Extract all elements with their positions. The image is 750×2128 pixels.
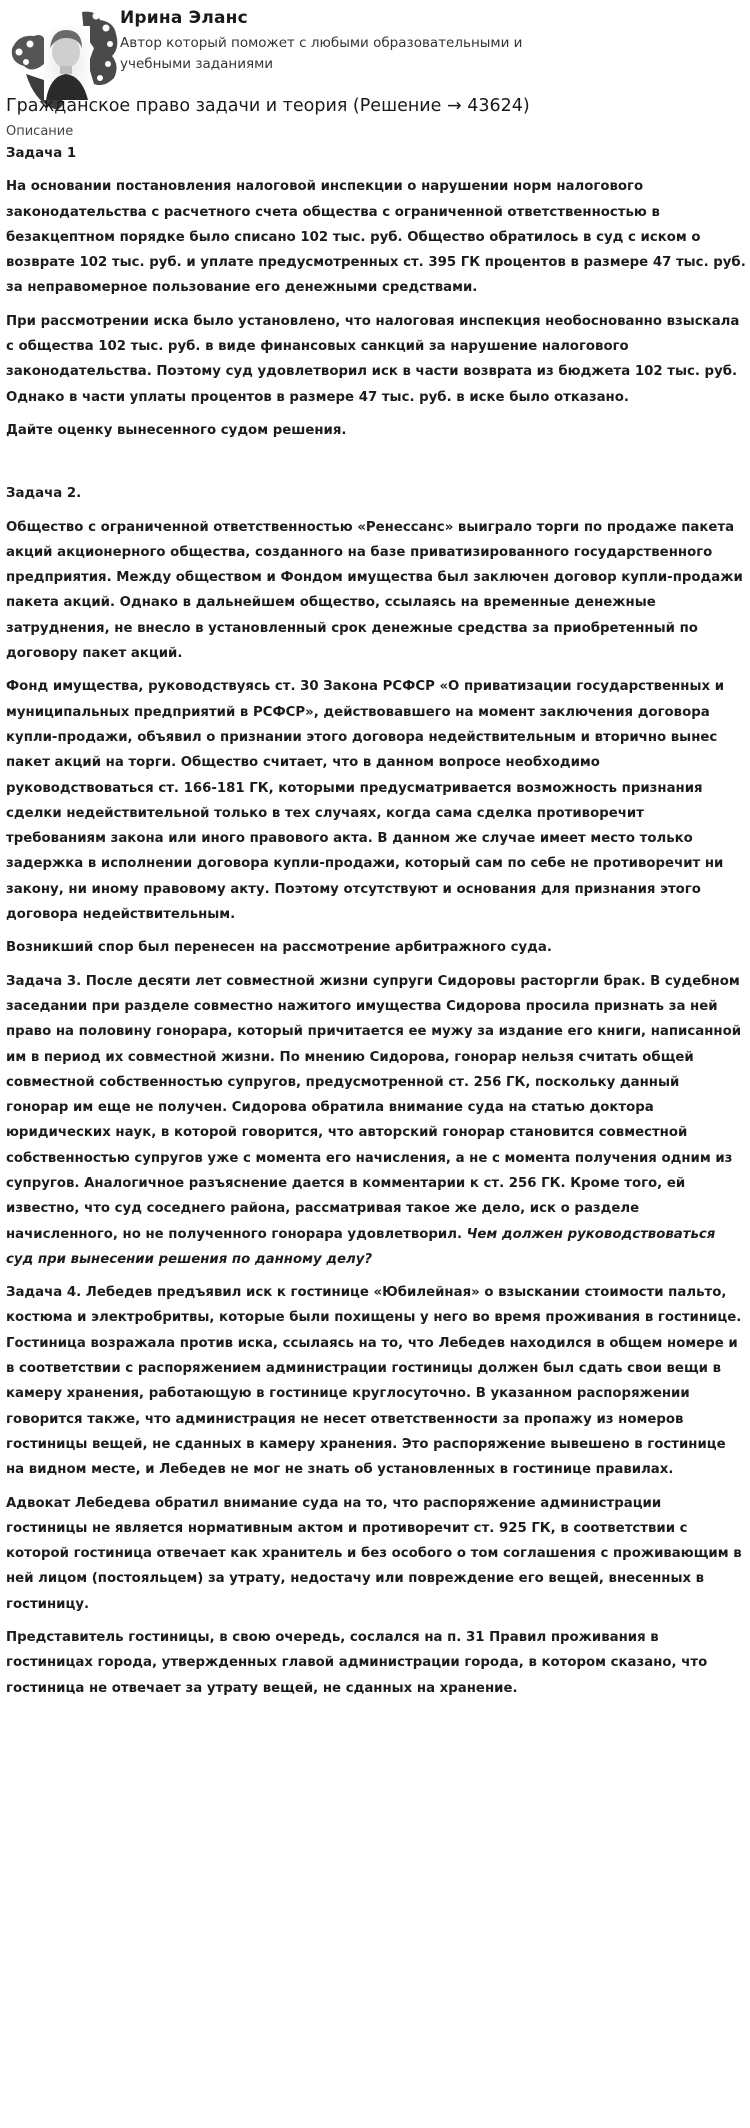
task-4-paragraph-2: Адвокат Лебедева обратил внимание суда на то, что распоряжение администрации гостиницы не является нормативным актом и противоречит ст. 925 ГК, в соответствии с которой гостиница отвечает как хранитель и без особого о том соглашения с проживающим в ней лицом (постояльцем) за утрату, недостачу или повреждение его вещей, внесенных в гостиницу. — [6, 1495, 742, 1612]
spacer — [6, 451, 746, 481]
task-1-heading: Задача 1 — [6, 146, 77, 161]
task-2-paragraph-2: Фонд имущества, руководствуясь ст. 30 Закона РСФСР «О приватизации государственных и муниципальных предприятий в РСФСР», действовавшего на момент заключения договора купли-продажи, объявил о признании этого договора недействительным и вторично вынес пакет акций на торги. Общество считает, что в данном вопросе необходимо руководствоваться ст. 166-181 ГК, которыми предусматривается возможность признания сделки недействительной только в тех случаях, когда сама сделка противоречит требованиям закона или иного правового акта. В данном же случае имеет место только задержка в исполнении договора купли-продажи, который сам по себе не противоречит ни закону, ни иному правовому акту. Поэтому отсутствуют и основания для признания этого договора недействительным. — [6, 679, 725, 923]
task-4-paragraph-3: Представитель гостиницы, в свою очередь, сослался на п. 31 Правил проживания в гостиницах города, утвержденных главой администрации города, в котором сказано, что гостиница не отвечает за утрату вещей, не сданных на хранение. — [6, 1630, 708, 1696]
description-label: Описание — [6, 124, 74, 139]
task-2-paragraph-3: Возникший спор был перенесен на рассмотрение арбитражного суда. — [6, 940, 552, 956]
task-2-paragraph-1: Общество с ограниченной ответственностью «Ренессанс» выиграло торги по продаже пакета акций акционерного общества, созданного на базе приватизированного государственного предприятия. Между обществом и Фондом имущества был заключен договор купли-продажи пакета акций. Однако в дальнейшем общество, ссылаясь на временные денежные затруднения, не внесло в установленный срок денежные средства за приобретенный по договору пакет акций. — [6, 519, 743, 662]
task-1-question: Дайте оценку вынесенного судом решения. — [6, 422, 347, 438]
author-card — [0, 0, 750, 100]
task-1-paragraph-2: При рассмотрении иска было установлено, что налоговая инспекция необоснованно взыскала с общества 102 тыс. руб. в виде финансовых санкций за нарушение налогового законодательства. Поэтому суд удовлетворил иск в части возврата из бюджета 102 тыс. руб. Однако в части уплаты процентов в размере 47 тыс. руб. в иске было отказано. — [6, 313, 740, 405]
author-name[interactable]: Ирина Эланс — [120, 8, 248, 28]
task-3-text: Задача 3. После десяти лет совместной жизни супруги Сидоровы расторгли брак. В судебном заседании при разделе совместно нажитого имущества Сидорова просила признать за ней право на половину гонорара, который причитается ее мужу за издание его книги, написанной им в период их совместной жизни. По мнению Сидорова, гонорар нельзя считать общей совместной собственностью супругов, предусмотренной ст. 256 ГК, поскольку данный гонорар им еще не получен. Сидорова обратила внимание суда на статью доктора юридических наук, в которой говорится, что авторский гонорар становится совместной собственностью супругов уже с момента его начисления, а не с момента получения одним из супругов. Аналогичное разъяснение дается в комментарии к ст. 256 ГК. Кроме того, ей известно, что суд соседнего района, рассматривая такое же дело, иск о разделе начисленного, но не полученного гонорара удовлетворил. — [6, 973, 742, 1242]
task-2-heading: Задача 2. — [6, 486, 82, 502]
task-3-paragraph — [6, 969, 746, 1273]
task-1-paragraph-1: На основании постановления налоговой инспекции о нарушении норм налогового законодательства с расчетного счета общества с ограниченной ответственностью в безакцептном порядке было списано 102 тыс. руб. Общество обратилось в суд с иском о возврате 102 тыс. руб. и уплате предусмотренных ст. 395 ГК процентов в размере 47 тыс. руб. за неправомерное пользование его денежными средствами. — [6, 179, 746, 296]
page-title: Гражданское право задачи и теория (Решение → 43624) — [6, 96, 530, 116]
task-3-question: Чем должен руководствоваться суд при вынесении решения по данному делу? — [6, 1226, 716, 1267]
author-bio: Автор который поможет с любыми образовательными и учебными заданиями — [120, 35, 523, 72]
task-4-paragraph-1: Задача 4. Лебедев предъявил иск к гостинице «Юбилейная» о взыскании стоимости пальто, костюма и электробритвы, которые были похищены у него во время проживания в гостинице. Гостиница возражала против иска, ссылаясь на то, что Лебедев находился в общем номере и в соответствии с распоряжением администрации гостиницы должен был сдать свои вещи в камеру хранения, работающую в гостинице круглосуточно. В указанном распоряжении говорится также, что администрация не несет ответственности за пропажу из номеров гостиницы вещей, не сданных в камеру хранения. Это распоряжение вывешено в гостинице на видном месте, и Лебедев не мог не знать об установленных в гостинице правилах. — [6, 1285, 742, 1478]
description-content — [6, 141, 746, 1709]
